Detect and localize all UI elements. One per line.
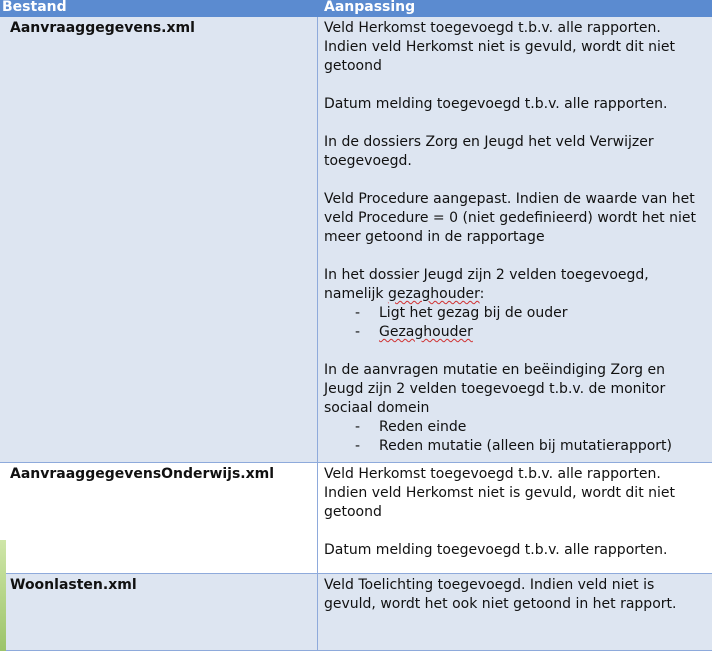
list-item: - Reden einde	[324, 418, 708, 437]
file-name: AanvraaggegevensOnderwijs.xml	[0, 463, 318, 573]
decorative-edge	[0, 540, 6, 651]
change-description	[318, 463, 712, 573]
paragraph-with-list	[324, 361, 708, 456]
header-change: Aanpassing	[324, 0, 416, 15]
table-row	[0, 17, 712, 463]
file-name: Woonlasten.xml	[0, 574, 318, 650]
paragraph-text: In het dossier Jeugd zijn 2 velden toegevoegd, namelijk	[324, 267, 649, 302]
paragraph: Veld Herkomst toegevoegd t.b.v. alle rapporten. Indien veld Herkomst niet is gevuld, wordt dit niet getoond	[324, 466, 675, 520]
dash-list	[324, 418, 708, 456]
table-header	[0, 0, 712, 17]
change-description	[318, 17, 712, 462]
paragraph: Datum melding toegevoegd t.b.v. alle rapporten.	[324, 96, 668, 112]
list-item: - Ligt het gezag bij de ouder	[324, 304, 708, 323]
paragraph: Veld Herkomst toegevoegd t.b.v. alle rapporten. Indien veld Herkomst niet is gevuld, wordt dit niet getoond	[324, 20, 675, 74]
paragraph: In de dossiers Zorg en Jeugd het veld Verwijzer toegevoegd.	[324, 134, 654, 169]
spellcheck-word: gezaghouder	[387, 286, 480, 302]
paragraph-text: :	[479, 286, 485, 302]
paragraph: Veld Procedure aangepast. Indien de waarde van het veld Procedure = 0 (niet gedefinieerd) wordt het niet meer getoond in de rapportage	[324, 191, 696, 245]
table-row	[0, 463, 712, 574]
header-file: Bestand	[2, 0, 67, 15]
spellcheck-word: Gezaghouder	[379, 324, 473, 340]
change-description	[318, 574, 712, 650]
paragraph: Veld Toelichting toegevoegd. Indien veld niet is gevuld, wordt het ook niet getoond in het rapport.	[324, 577, 677, 612]
paragraph: Datum melding toegevoegd t.b.v. alle rapporten.	[324, 542, 668, 558]
dash-list	[324, 304, 708, 342]
file-name: Aanvraaggegevens.xml	[0, 17, 318, 462]
paragraph-with-list	[324, 266, 708, 342]
paragraph-text: In de aanvragen mutatie en beëindiging Zorg en Jeugd zijn 2 velden toegevoegd t.b.v. de monitor sociaal domein	[324, 362, 666, 416]
list-item	[324, 323, 708, 342]
list-item: - Reden mutatie (alleen bij mutatierapport)	[324, 437, 708, 456]
table-row	[0, 574, 712, 651]
